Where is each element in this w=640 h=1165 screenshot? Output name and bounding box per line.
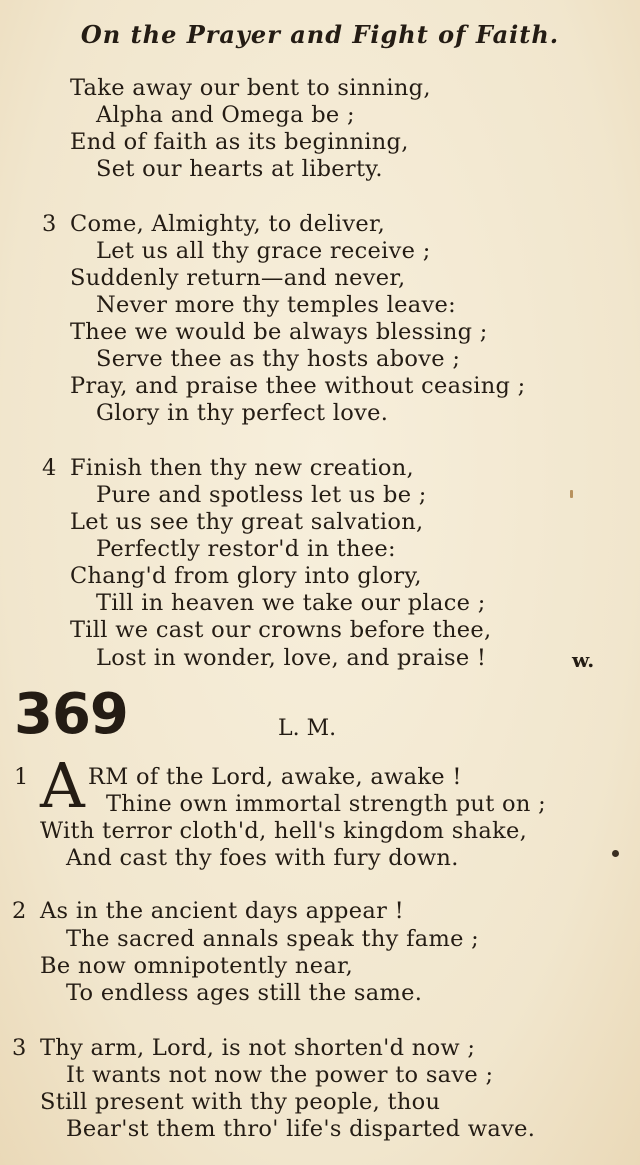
verse-line: Serve thee as thy hosts above ; — [96, 346, 461, 372]
verse-line: Thee we would be always blessing ; — [70, 319, 488, 345]
verse-line: As in the ancient days appear ! — [40, 898, 404, 924]
hymn-number: 369 — [14, 682, 128, 747]
verse-line: Pray, and praise thee without ceasing ; — [70, 373, 526, 399]
verse-line: Till we cast our crowns before thee, — [70, 617, 492, 643]
verse-line: Thy arm, Lord, is not shorten'd now ; — [40, 1035, 476, 1061]
stanza-number: 1 — [14, 764, 29, 790]
stanza-number: 3 — [12, 1035, 27, 1061]
verse-line: Let us see thy great salvation, — [70, 509, 424, 535]
stanza-number: 4 — [42, 455, 57, 481]
verse-line: Glory in thy perfect love. — [96, 400, 389, 426]
verse-line: Come, Almighty, to deliver, — [70, 211, 386, 237]
verse-line: Perfectly restor'd in thee: — [96, 536, 396, 562]
verse-line: Never more thy temples leave: — [96, 292, 456, 318]
verse-line: Chang'd from glory into glory, — [70, 563, 422, 589]
show-through-mark — [500, 420, 516, 513]
verse-line: Still present with thy people, thou — [40, 1089, 441, 1115]
author-attribution: w. — [572, 648, 595, 672]
verse-line: Take away our bent to sinning, — [70, 75, 431, 101]
verse-line: Lost in wonder, love, and praise ! — [96, 645, 487, 671]
verse-line: It wants not now the power to save ; — [66, 1062, 494, 1088]
verse-line: The sacred annals speak thy fame ; — [66, 926, 480, 952]
verse-line: Thine own immortal strength put on ; — [106, 791, 546, 817]
stanza-number: 3 — [42, 211, 57, 237]
hymn-meter: L. M. — [278, 716, 337, 741]
verse-line: Pure and spotless let us be ; — [96, 482, 427, 508]
verse-line: Let us all thy grace receive ; — [96, 238, 431, 264]
stanza-number: 2 — [12, 898, 27, 924]
drop-cap: A — [40, 749, 85, 822]
verse-line: With terror cloth'd, hell's kingdom shake, — [40, 818, 528, 844]
verse-line: RM of the Lord, awake, awake ! — [88, 764, 462, 790]
verse-line: Suddenly return—and never, — [70, 265, 406, 291]
verse-line: Finish then thy new creation, — [70, 455, 415, 481]
verse-line: Till in heaven we take our place ; — [96, 590, 486, 616]
verse-line: Alpha and Omega be ; — [96, 102, 355, 128]
verse-line: Bear'st them thro' life's disparted wave. — [66, 1116, 536, 1142]
verse-line: End of faith as its beginning, — [70, 129, 409, 155]
ink-speck — [612, 850, 619, 857]
running-head: On the Prayer and Fight of Faith. — [80, 20, 560, 49]
verse-line: And cast thy foes with fury down. — [66, 845, 459, 871]
verse-line: Be now omnipotently near, — [40, 953, 354, 979]
verse-line: Set our hearts at liberty. — [96, 156, 383, 182]
ink-speck — [570, 490, 573, 498]
verse-line: To endless ages still the same. — [66, 980, 423, 1006]
